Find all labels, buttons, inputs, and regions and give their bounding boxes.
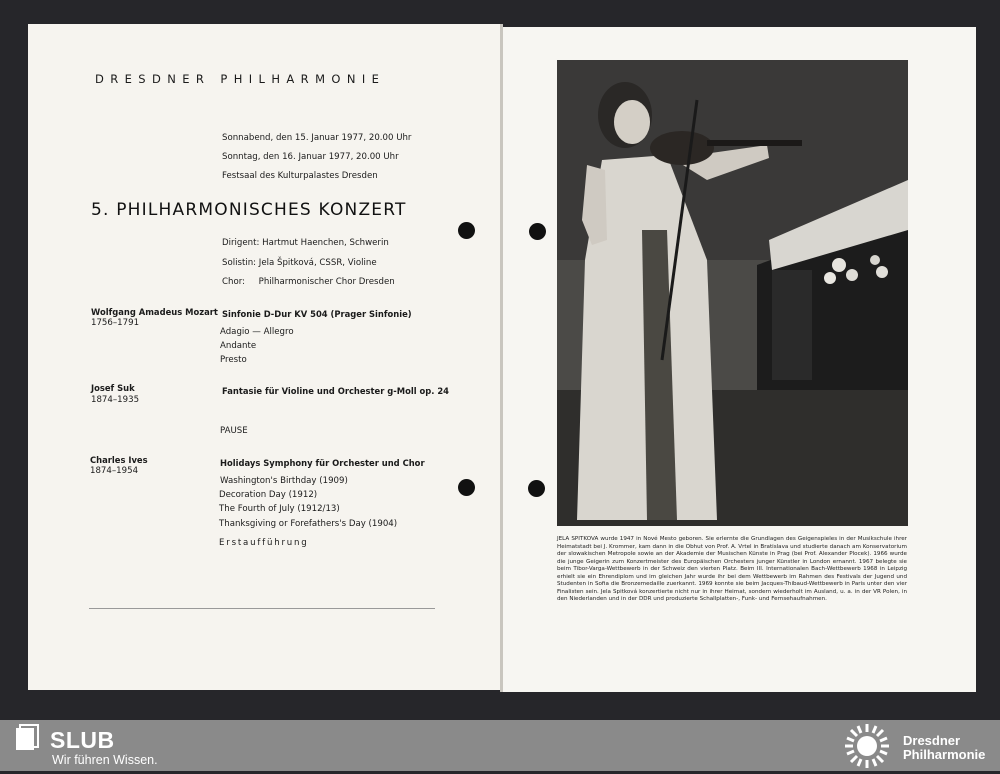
composer-name: Josef Suk — [91, 383, 135, 393]
violinist-illustration — [557, 60, 908, 526]
composer-years: 1874–1935 — [91, 395, 140, 405]
soloist: Solistin: Jela Špitková, CSSR, Violine — [222, 258, 377, 268]
movement: Washington's Birthday (1909) — [220, 476, 348, 486]
work-title: Fantasie für Violine und Orchester g-Moll op. 24 — [222, 386, 449, 396]
venue: Festsaal des Kulturpalastes Dresden — [222, 171, 378, 181]
page-fold — [500, 24, 503, 692]
punch-hole — [458, 222, 475, 239]
work-title: Holidays Symphony für Orchester und Chor — [220, 458, 425, 468]
choir: Chor: Philharmonischer Chor Dresden — [222, 277, 395, 287]
divider-line — [89, 608, 435, 609]
orchestra-heading: DRESDNER PHILHARMONIE — [95, 72, 386, 86]
composer-years: 1756–1791 — [91, 318, 140, 328]
concert-date-1: Sonnabend, den 15. Januar 1977, 20.00 Uhr — [222, 133, 412, 143]
concert-title: 5. PHILHARMONISCHES KONZERT — [91, 200, 407, 220]
concert-date-2: Sonntag, den 16. Januar 1977, 20.00 Uhr — [222, 152, 399, 162]
movement: Presto — [220, 355, 247, 365]
philharmonie-line-2: Philharmonie — [903, 747, 986, 762]
violinist-photo — [557, 60, 908, 526]
philharmonie-wordmark[interactable] — [903, 734, 985, 762]
conductor: Dirigent: Hartmut Haenchen, Schwerin — [222, 238, 389, 248]
punch-hole — [458, 479, 475, 496]
movement: Adagio — Allegro — [220, 327, 294, 337]
slub-tagline: Wir führen Wissen. — [52, 753, 158, 767]
movement: Thanksgiving or Forefathers's Day (1904) — [219, 519, 398, 529]
composer-name: Charles Ives — [90, 455, 148, 465]
composer-years: 1874–1954 — [90, 466, 139, 476]
premiere-note: Erstaufführung — [219, 538, 309, 548]
composer-name: Wolfgang Amadeus Mozart — [91, 307, 218, 317]
punch-hole — [528, 480, 545, 497]
punch-hole — [529, 223, 546, 240]
philharmonie-line-1: Dresdner — [903, 733, 961, 748]
movement: Andante — [220, 341, 257, 351]
movement: Decoration Day (1912) — [219, 490, 318, 500]
left-page — [28, 24, 502, 690]
philharmonie-logo-icon[interactable] — [838, 722, 896, 774]
pause-label: PAUSE — [220, 426, 248, 436]
slub-logo-icon[interactable] — [14, 724, 42, 756]
movement: The Fourth of July (1912/13) — [219, 504, 340, 514]
biography-caption: JELA SPITKOVA wurde 1947 in Nové Mesto geboren. Sie erlernte die Grundlagen des Geigenspieles in der Musikschule ihrer Heimatstadt bei J. Krommer, kam dann in die Obhut von Prof. A. Vrtel in Bratislava und studierte danach am Konservatorium der slowakischen Metropole sowie an der Akademie der Musischen Künste in Prag (bei Prof. Alexander Plocek). 1966 wurde die junge Geigerin zum Konzertmeister des Europäischen Orchesters junger Künstler in London ernannt. 1967 belegte sie beim Tibor-Varga-Wettbewerb in der Schweiz den vierten Platz. Beim III. Internationalen Bach-Wettbewerb 1968 in Leipzig erhielt sie ein Ehrendiplom und im gleichen Jahr wurde ihr bei dem Wettbewerb im Rahmen des Festivals der Jugend und Studenten in Sofia die Bronzemedaille zuerkannt. 1969 konnte sie beim Jacques-Thibaud-Wettbewerb in Paris unter den vier Finalisten sein. Jela Spitková konzertierte nicht nur in ihrer Heimat, sondern wiederholt im Ausland, u. a. in der VR Polen, in den Niederlanden und in der DDR und produzierte Schallplatten-, Funk- und Fernsehaufnahmen. — [557, 536, 907, 602]
slub-wordmark[interactable]: SLUB — [50, 727, 115, 753]
work-title: Sinfonie D-Dur KV 504 (Prager Sinfonie) — [222, 309, 412, 319]
